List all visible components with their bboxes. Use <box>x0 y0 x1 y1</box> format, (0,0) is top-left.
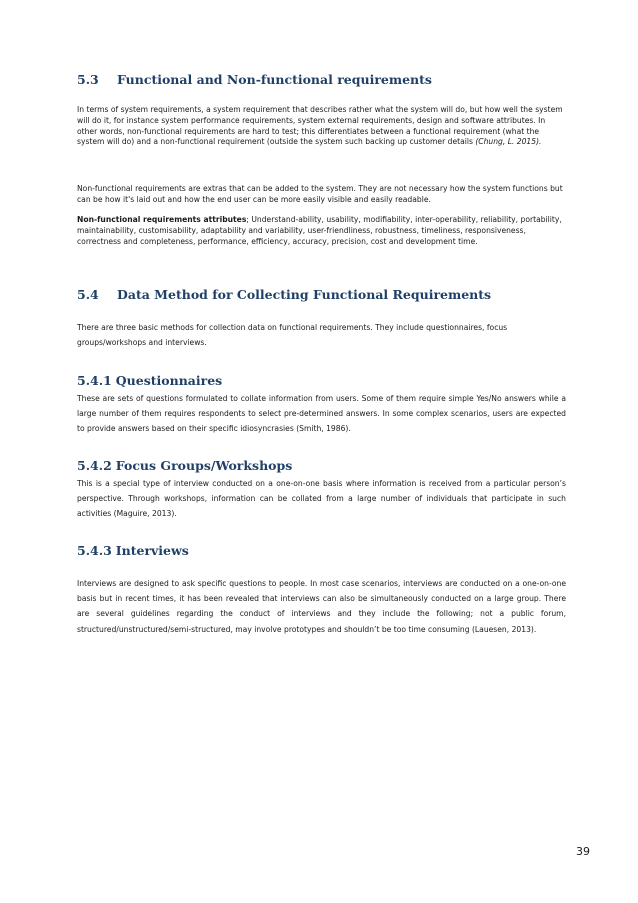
section-5-4-3-paragraph-1: Interviews are designed to ask specific questions to people. In most case scenarios, interviews are conducted on a one-on-one basis but in recent times, it has been revealed that interviews can also be simultaneously conducted on a large group. There are several guidelines regarding the conduct of interviews and they include the following; not a public forum, structured/unstructured/semi-structured, may involve prototypes and shouldn’t be too time consuming (Lauesen, 2013). <box>77 579 566 634</box>
paragraph-text: ; Understand-ability, usability, modifiability, inter-operability, reliability, portability, maintainability, customisability, adaptability and variability, user-friendliness, robustness, timeliness, responsiveness, correctness and completeness, performance, efficiency, accuracy, precision, cost and development time. <box>77 215 562 246</box>
section-number: 5.4.2 <box>77 458 112 473</box>
section-5-3-heading <box>77 72 432 87</box>
page-number: 39 <box>576 845 590 858</box>
section-5-4-1-heading <box>77 373 222 388</box>
section-title: Interviews <box>115 543 189 558</box>
section-title: Functional and Non-functional requirements <box>117 72 432 87</box>
paragraph-text: In terms of system requirements, a system requirement that describes rather what the system will do, but how well the system will do it, for instance system performance requirements, system external requirements, design and software attributes. In other words, non-functional requirements are hard to test; this differentiates between a functional requirement (what the system will do) and a non-functional requirement (outside the system such backing up customer details <box>77 105 563 147</box>
section-number: 5.4.1 <box>77 373 112 388</box>
section-title: Focus Groups/Workshops <box>115 458 293 473</box>
section-5-4-2-heading <box>77 458 292 473</box>
section-5-4-3-heading <box>77 543 189 558</box>
section-5-3-paragraph-2: Non-functional requirements are extras that can be added to the system. They are not necessary how the system functions but can be how it's laid out and how the end user can be more easily visible and easily readable. <box>77 184 563 204</box>
section-title: Questionnaires <box>115 373 223 388</box>
section-number: 5.3 <box>77 72 99 87</box>
citation: (Chung, L. 2015). <box>475 137 542 147</box>
section-5-4-1-paragraph-1: These are sets of questions formulated to collate information from users. Some of them require simple Yes/No answers while a large number of them requires respondents to select pre-determined answers. In some complex scenarios, users are expected to provide answers based on their specific idiosyncrasies (Smith, 1986). <box>77 394 566 434</box>
section-5-4-paragraph-1: There are three basic methods for collection data on functional requirements. They include questionnaires, focus groups/workshops and interviews. <box>77 323 508 348</box>
section-number: 5.4.3 <box>77 543 112 558</box>
section-5-3-paragraph-1 <box>77 105 566 148</box>
section-5-3-paragraph-3 <box>77 215 566 247</box>
section-number: 5.4 <box>77 287 99 302</box>
section-5-4-heading <box>77 287 491 302</box>
section-title: Data Method for Collecting Functional Requirements <box>117 287 492 302</box>
section-5-4-2-paragraph-1: This is a special type of interview conducted on a one-on-one basis where information is received from a particular person’s perspective. Through workshops, information can be collated from a large number of individuals that participate in such activities (Maguire, 2013). <box>77 479 566 519</box>
attributes-label: Non-functional requirements attributes <box>77 215 247 224</box>
